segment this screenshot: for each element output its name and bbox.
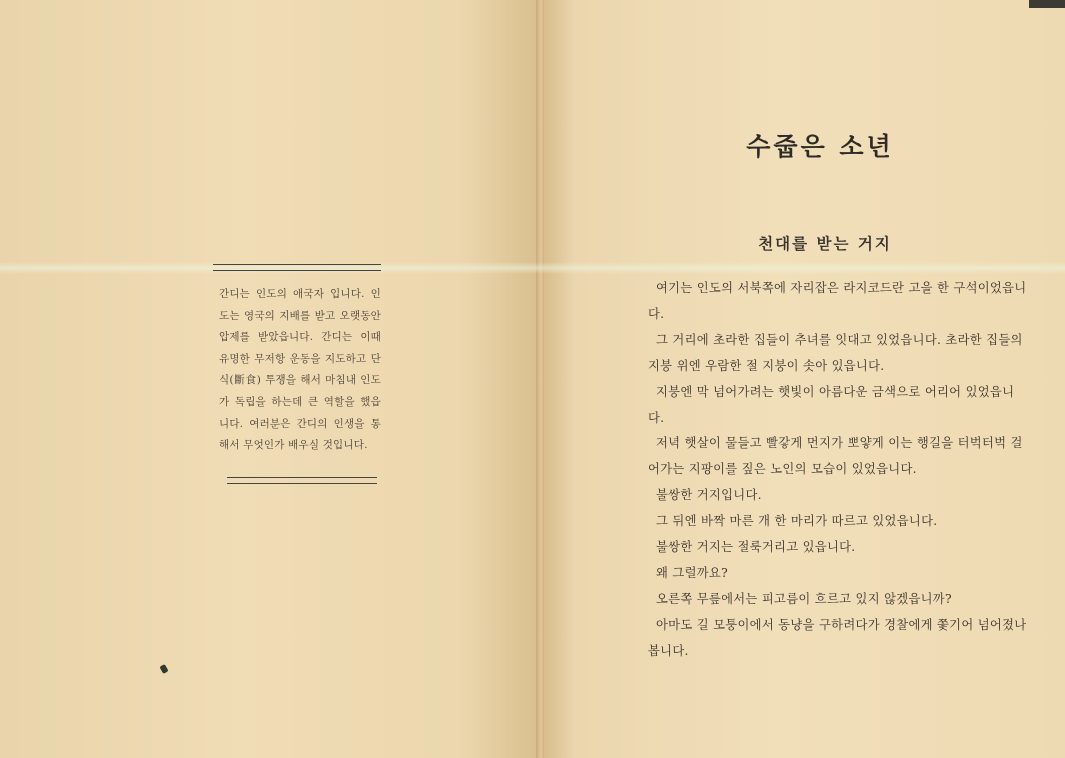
story-paragraph: 오른쪽 무릎에서는 피고름이 흐르고 있지 않겠읍니까? xyxy=(656,591,952,606)
story-paragraph: 그 거리에 초라한 집들이 추녀를 잇대고 있었읍니다. 초라한 집들의 지붕 위엔 우람한 절 지붕이 솟아 있읍니다. xyxy=(648,332,1023,373)
story-paragraph: 불쌍한 거지는 절룩거리고 있읍니다. xyxy=(656,540,856,555)
story-paragraph: 저녁 햇살이 물들고 빨갛게 먼지가 뽀얗게 이는 행길을 터벅터벅 걸어가는 지팡이를 짚은 노인의 모습이 있었읍니다. xyxy=(648,436,1023,477)
story-paragraph: 아마도 길 모퉁이에서 동냥을 구하려다가 경찰에게 쫓기어 넘어졌나 봅니다. xyxy=(648,617,1027,658)
story-paragraph: 여기는 인도의 서북쪽에 자리잡은 라지코드란 고을 한 구석이었읍니다. xyxy=(648,281,1027,321)
intro-box-text: 간디는 인도의 애국자 입니다. 인도는 영국의 지배를 받고 오랫동안 압제를 받았읍니다. 간디는 이때 유명한 무저항 운동을 지도하고 단식(斷食) 투쟁을 해서 마침내 인도가 독립을 하는데 큰 역할을 했읍니다. 여러분은 간디의 인생을 통해서 무엇인가 배우실 것입니다. xyxy=(219,288,381,452)
story-paragraph: 지붕엔 막 넘어가려는 햇빛이 아름다운 금색으로 어리어 있었읍니다. xyxy=(648,384,1015,425)
section-title: 천대를 받는 거지 xyxy=(758,234,892,253)
scan-light-band xyxy=(0,262,1065,274)
story-paragraph: 그 뒤엔 바짝 마른 개 한 마리가 따르고 있었읍니다. xyxy=(656,514,938,529)
intro-box xyxy=(213,264,381,484)
intro-box-bottom-rule xyxy=(227,477,377,484)
chapter-title: 수줍은 소년 xyxy=(746,132,894,161)
story-body xyxy=(648,276,1030,665)
scan-background-corner xyxy=(1029,0,1065,8)
story-paragraph: 불쌍한 거지입니다. xyxy=(656,488,762,503)
intro-box-top-rule xyxy=(213,264,381,271)
story-paragraph: 왜 그럴까요? xyxy=(656,565,728,580)
